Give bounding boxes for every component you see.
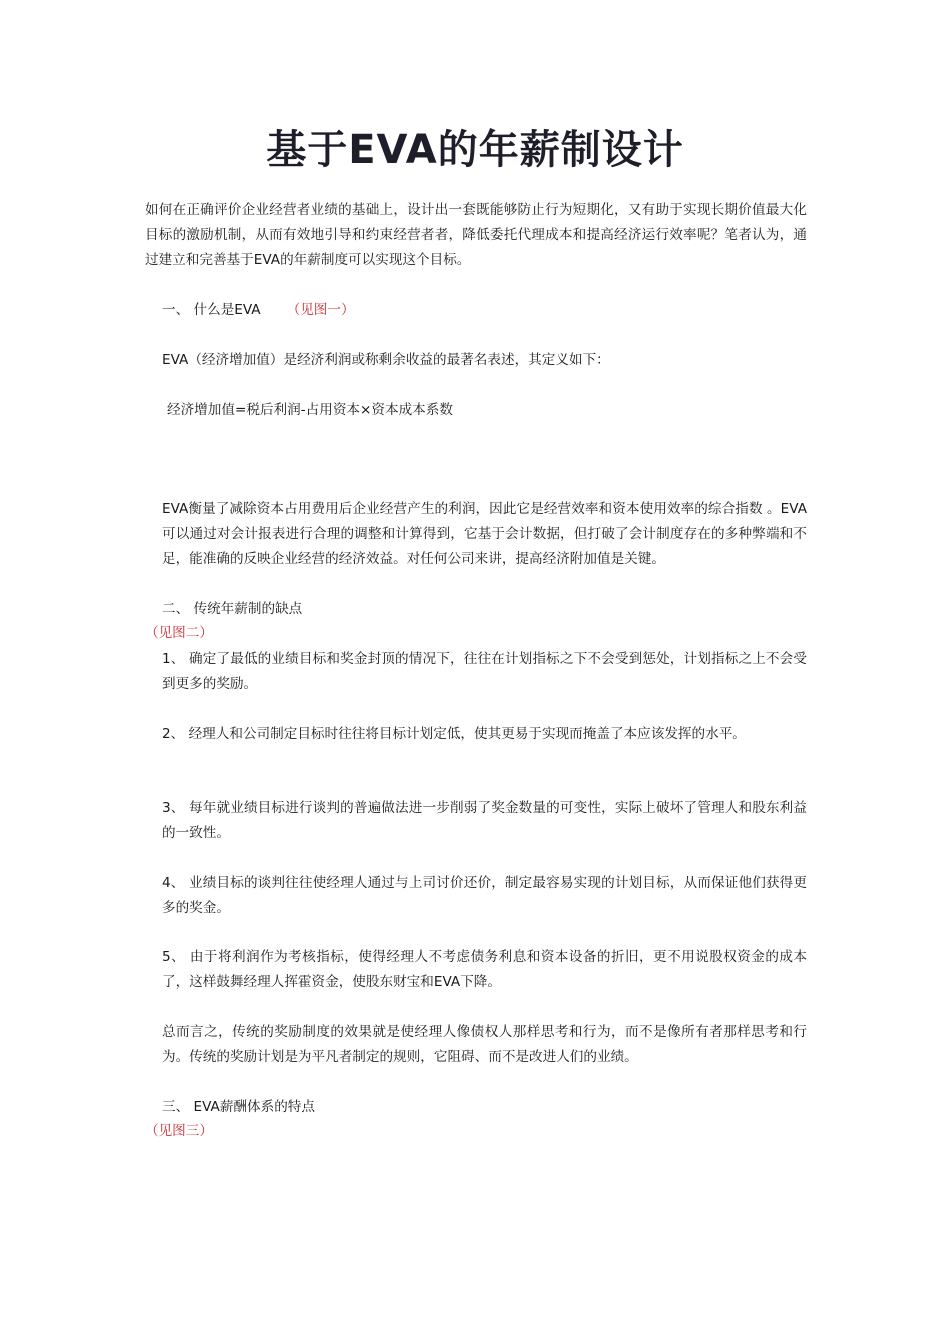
section3-figure-ref: （见图三） — [145, 1123, 213, 1139]
section1-figure-ref: （见图一） — [286, 302, 355, 318]
section2-figure-ref: （见图二） — [145, 625, 213, 641]
section3-heading: 三、 EVA薪酬体系的特点 — [162, 1099, 315, 1115]
intro-paragraph: 如何在正确评价企业经营者业绩的基础上，设计出一套既能够防止行为短期化，又有助于实现长期价值最大化目标的激励机制，从而有效地引导和约束经营者者，降低委托代理成本和提高经济运行效率呢？笔者认为，通过建立和完善基于EVA的年薪制度可以实现这个目标。 — [145, 202, 807, 268]
section1-heading: 一、 什么是EVA — [162, 302, 261, 318]
section1-heading-line — [145, 298, 355, 323]
list-item: 5、 由于将利润作为考核指标，使得经理人不考虑债务利息和资本设备的折旧，更不用说股权资金的成本了，这样鼓舞经理人挥霍资金，使股东财宝和EVA下降。 — [162, 949, 807, 990]
eva-definition: EVA（经济增加值）是经济利润或称剩余收益的最著名表述，其定义如下： — [162, 352, 610, 368]
section2-heading: 二、 传统年薪制的缺点 — [162, 601, 303, 617]
eva-explanation: EVA衡量了减除资本占用费用后企业经营产生的利润，因此它是经营效率和资本使用效率的综合指数 。EVA可以通过对会计报表进行合理的调整和计算得到，它基于会计数据，但打破了会计制度存在的多种弊端和不足，能准确的反映企业经营的经济效益。对任何公司来讲，提高经济附加值是关键。 — [162, 501, 807, 567]
list-item: 3、 每年就业绩目标进行谈判的普遍做法进一步削弱了奖金数量的可变性，实际上破坏了管理人和股东利益的一致性。 — [162, 800, 807, 841]
list-item: 1、 确定了最低的业绩目标和奖金封顶的情况下，往往在计划指标之下不会受到惩处，计划指标之上不会受到更多的奖励。 — [162, 651, 807, 692]
list-item: 4、 业绩目标的谈判往往使经理人通过与上司讨价还价，制定最容易实现的计划目标，从而保证他们获得更多的奖金。 — [162, 875, 807, 916]
list-item: 2、 经理人和公司制定目标时往往将目标计划定低，使其更易于实现而掩盖了本应该发挥的水平。 — [162, 726, 746, 742]
summary-paragraph: 总而言之，传统的奖励制度的效果就是使经理人像债权人那样思考和行为，而不是像所有者那样思考和行为。传统的奖励计划是为平凡者制定的规则，它阻碍、而不是改进人们的业绩。 — [162, 1024, 807, 1065]
document-title: 基于EVA的年薪制设计 — [266, 127, 684, 173]
eva-formula: 经济增加值=税后利润-占用资本×资本成本系数 — [167, 402, 453, 418]
